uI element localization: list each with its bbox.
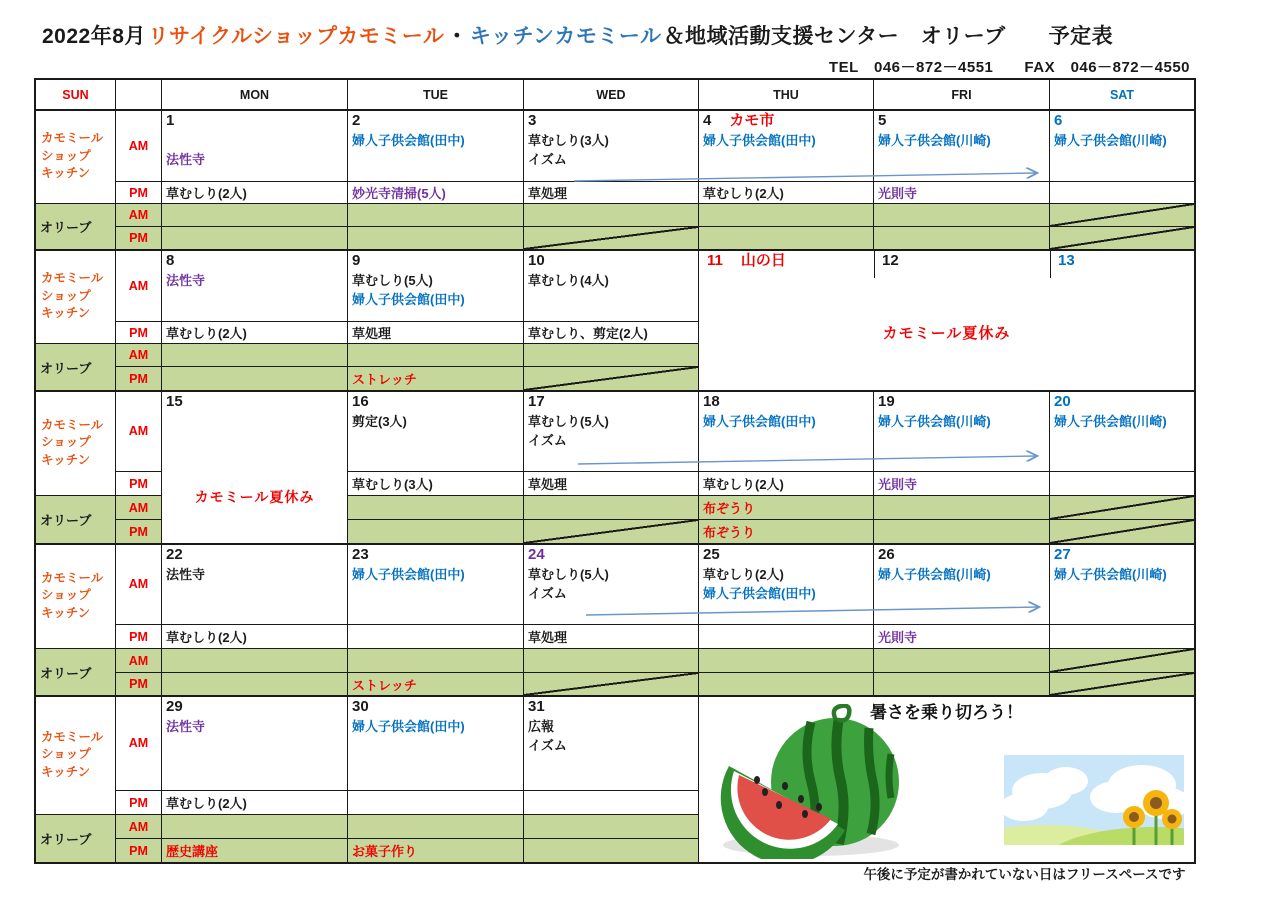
- olive-cell-am: 布ぞうり: [699, 496, 874, 520]
- summer-break-note: カモミール夏休み: [882, 325, 1011, 342]
- schedule-entry: 法性寺: [166, 152, 206, 167]
- day-number: 2: [352, 112, 361, 129]
- day-number: 22: [166, 546, 183, 563]
- day-number-row: [162, 544, 347, 565]
- day-number: 31: [528, 698, 545, 715]
- group-label-line: キッチン: [41, 764, 91, 779]
- day-number: 8: [166, 252, 175, 269]
- title-month: 2022年8月: [42, 25, 146, 48]
- day-number-row: [524, 544, 698, 565]
- day-cell-pm: 草むしり(2人): [162, 791, 348, 815]
- day-number: 9: [352, 252, 361, 269]
- schedule-entry: 剪定(3人): [352, 414, 407, 429]
- schedule-entry: 法性寺: [166, 273, 206, 288]
- olive-cell-am: [348, 649, 524, 673]
- week-separator-line: [36, 109, 1194, 111]
- day-header-wed: WED: [524, 80, 699, 110]
- day-number: 20: [1054, 393, 1071, 410]
- group-label-line: キッチン: [41, 452, 91, 467]
- am-label: AM: [116, 544, 162, 625]
- day-number: 3: [528, 112, 537, 129]
- olive-cell-am: [524, 344, 699, 367]
- olive-cell-pm: [524, 520, 699, 544]
- day-number: 26: [878, 546, 895, 563]
- day-number-row: [1050, 544, 1194, 565]
- olive-cell-pm: [524, 839, 699, 862]
- day-number: 12: [882, 252, 899, 269]
- schedule-entry: イズム: [528, 152, 567, 167]
- day-number-row: [524, 391, 698, 412]
- week-separator-line: [36, 543, 1194, 545]
- group-label-line: ショップ: [41, 747, 91, 762]
- day-cell-am: [524, 391, 699, 472]
- olive-cell-am: [524, 204, 699, 227]
- day-number-row: [348, 544, 523, 565]
- day-number: 15: [166, 393, 183, 410]
- day-cell-pm: 草むしり(2人): [162, 322, 348, 344]
- day-header-blank: [116, 80, 162, 110]
- schedule-entry: 婦人子供会館(田中): [352, 719, 465, 734]
- day-badge: カモ市: [729, 112, 775, 129]
- day-number-row: [703, 250, 786, 271]
- group-label-kamomiru: [36, 696, 116, 815]
- olive-cell-am: [699, 649, 874, 673]
- day-cell-am: [874, 110, 1050, 182]
- schedule-entry: 婦人子供会館(田中): [703, 133, 816, 148]
- day-cell-am: [162, 250, 348, 322]
- group-label-line: ショップ: [41, 148, 91, 163]
- group-label-line: ショップ: [41, 435, 91, 450]
- week-separator-line: [36, 390, 1194, 392]
- schedule-entry: 草むしり(2人): [703, 567, 784, 582]
- group-label-olive: オリーブ: [36, 344, 116, 391]
- schedule-entry: 法性寺: [166, 567, 206, 582]
- group-label-olive: オリーブ: [36, 496, 116, 544]
- olive-cell-am: [1050, 649, 1194, 673]
- schedule-entry: 婦人子供会館(川崎): [878, 133, 991, 148]
- schedule-entry: 婦人子供会館(田中): [703, 586, 816, 601]
- olive-cell-am: [162, 204, 348, 227]
- day-number-row: [1050, 110, 1194, 131]
- day-cell-am: [1050, 110, 1194, 182]
- day-cell-am: [348, 391, 524, 472]
- day-cell-am: [348, 696, 524, 791]
- merged-summer-break-cell: [162, 391, 348, 544]
- day-badge: 山の日: [740, 252, 786, 269]
- olive-pm-label: PM: [116, 673, 162, 696]
- olive-cell-pm: [162, 367, 348, 391]
- day-cell-pm: 草処理: [524, 625, 699, 649]
- schedule-entry: 婦人子供会館(田中): [352, 292, 465, 307]
- day-cell-am: [699, 391, 874, 472]
- day-cell-am: [524, 696, 699, 791]
- watermelon-illustration: [713, 704, 908, 859]
- day-number: 25: [703, 546, 720, 563]
- olive-am-label: AM: [116, 649, 162, 673]
- day-number-row: [524, 250, 698, 271]
- am-label: AM: [116, 110, 162, 182]
- day-number: 13: [1058, 252, 1075, 269]
- schedule-entry: イズム: [528, 738, 567, 753]
- day-number-row: [162, 110, 347, 131]
- day-cell-pm: 光則寺: [874, 182, 1050, 204]
- day-number: 10: [528, 252, 545, 269]
- day-header-mon: MON: [162, 80, 348, 110]
- group-label-olive: オリーブ: [36, 815, 116, 862]
- olive-cell-pm: [1050, 227, 1194, 250]
- day-number-row: [878, 250, 899, 271]
- day-cell-am: [699, 544, 874, 625]
- day-cell-am: [1050, 544, 1194, 625]
- week-separator-line: [36, 249, 1194, 251]
- day-number: 24: [528, 546, 545, 563]
- day-cell-pm: 草むしり(2人): [162, 625, 348, 649]
- olive-cell-pm: [874, 673, 1050, 696]
- olive-cell-am: [874, 649, 1050, 673]
- schedule-entry: イズム: [528, 433, 567, 448]
- olive-cell-am: [162, 344, 348, 367]
- calendar-table: [34, 78, 1196, 864]
- olive-cell-am: [524, 815, 699, 839]
- pm-label: PM: [116, 322, 162, 344]
- schedule-entry: 草むしり(5人): [528, 414, 609, 429]
- day-header-fri: FRI: [874, 80, 1050, 110]
- am-label: AM: [116, 391, 162, 472]
- day-cell-am: [348, 110, 524, 182]
- schedule-entry: 婦人子供会館(川崎): [1054, 414, 1167, 429]
- day-number-row: [524, 696, 698, 717]
- beat-the-heat-heading: 暑さを乗り切ろう！: [870, 703, 1023, 722]
- day-number-row: [348, 696, 523, 717]
- day-cell-am: [874, 391, 1050, 472]
- am-label: AM: [116, 250, 162, 322]
- olive-cell-pm: [162, 673, 348, 696]
- day-cell-am: [524, 110, 699, 182]
- group-label-line: ショップ: [41, 588, 91, 603]
- olive-cell-am: [874, 204, 1050, 227]
- schedule-entry: 婦人子供会館(田中): [703, 414, 816, 429]
- schedule-entry: 草むしり(5人): [528, 567, 609, 582]
- day-cell-pm: [1050, 182, 1194, 204]
- day-cell-pm: 草処理: [348, 322, 524, 344]
- footer-note: 午後に予定が書かれていない日はフリースペースです: [863, 867, 1186, 882]
- am-label: AM: [116, 696, 162, 791]
- day-number: 16: [352, 393, 369, 410]
- olive-cell-pm: [1050, 520, 1194, 544]
- schedule-entry: 草むしり(4人): [528, 273, 609, 288]
- olive-cell-am: [162, 649, 348, 673]
- day-cell-pm: 草処理: [524, 472, 699, 496]
- day-number: 19: [878, 393, 895, 410]
- day-cell-am: [524, 250, 699, 322]
- day-cell-pm: 光則寺: [874, 625, 1050, 649]
- olive-cell-pm: [524, 367, 699, 391]
- day-number: 17: [528, 393, 545, 410]
- pm-label: PM: [116, 625, 162, 649]
- day-number-row: [162, 696, 347, 717]
- olive-cell-pm: [348, 227, 524, 250]
- olive-cell-pm: [524, 227, 699, 250]
- schedule-entry: 婦人子供会館(田中): [352, 133, 465, 148]
- day-number: 5: [878, 112, 887, 129]
- schedule-entry: 婦人子供会館(川崎): [878, 567, 991, 582]
- olive-cell-pm: [874, 227, 1050, 250]
- group-label-line: ショップ: [41, 288, 91, 303]
- pm-label: PM: [116, 472, 162, 496]
- olive-pm-label: PM: [116, 839, 162, 862]
- group-label-line: カモミール: [41, 729, 104, 744]
- day-cell-pm: 草処理: [524, 182, 699, 204]
- day-cell-am: [162, 110, 348, 182]
- schedule-entry: 法性寺: [166, 719, 206, 734]
- olive-cell-pm: ストレッチ: [348, 673, 524, 696]
- merged-holiday-cell: [699, 250, 1194, 391]
- day-number-row: [699, 544, 873, 565]
- group-label-line: キッチン: [41, 605, 91, 620]
- group-label-line: カモミール: [41, 131, 104, 146]
- day-divider-stub: [874, 250, 875, 278]
- day-cell-pm: 草むしり(2人): [699, 182, 874, 204]
- merged-illustration-cell: [699, 696, 1194, 862]
- day-cell-pm: [348, 791, 524, 815]
- group-label-kamomiru: [36, 250, 116, 344]
- day-number-row: [699, 110, 873, 131]
- day-number: 23: [352, 546, 369, 563]
- day-cell-am: [162, 696, 348, 791]
- title-rest: ＆地域活動支援センター オリーブ 予定表: [663, 25, 1114, 48]
- day-cell-pm: [1050, 472, 1194, 496]
- group-label-kamomiru: [36, 544, 116, 649]
- day-cell-am: [348, 544, 524, 625]
- olive-cell-pm: [524, 673, 699, 696]
- day-cell-am: [162, 544, 348, 625]
- day-number-row: [1054, 250, 1075, 271]
- olive-am-label: AM: [116, 496, 162, 520]
- olive-cell-am: [348, 496, 524, 520]
- olive-pm-label: PM: [116, 227, 162, 250]
- olive-am-label: AM: [116, 344, 162, 367]
- day-number-row: [1050, 391, 1194, 412]
- day-number: 30: [352, 698, 369, 715]
- group-label-line: カモミール: [41, 417, 104, 432]
- olive-cell-pm: お菓子作り: [348, 839, 524, 862]
- day-number: 1: [166, 112, 175, 129]
- day-number-row: [162, 250, 347, 271]
- day-cell-pm: 光則寺: [874, 472, 1050, 496]
- olive-cell-am: [348, 344, 524, 367]
- olive-cell-pm: [699, 673, 874, 696]
- sunflower-illustration: [1004, 755, 1184, 845]
- title-kitchen-name: キッチンカモミール: [469, 25, 662, 48]
- day-cell-pm: 草むしり、剪定(2人): [524, 322, 699, 344]
- group-label-line: キッチン: [41, 306, 91, 321]
- day-cell-pm: [348, 625, 524, 649]
- olive-cell-pm: [874, 520, 1050, 544]
- day-number: 27: [1054, 546, 1071, 563]
- group-label-olive: オリーブ: [36, 649, 116, 696]
- group-label-kamomiru: [36, 110, 116, 204]
- olive-cell-am: [874, 496, 1050, 520]
- schedule-entry: 広報: [528, 719, 555, 734]
- olive-cell-pm: 歴史講座: [162, 839, 348, 862]
- day-cell-pm: 草むしり(2人): [162, 182, 348, 204]
- group-label-line: カモミール: [41, 570, 104, 585]
- day-number: 29: [166, 698, 183, 715]
- day-divider-stub: [1050, 250, 1051, 278]
- olive-cell-am: [524, 496, 699, 520]
- group-label-line: カモミール: [41, 271, 104, 286]
- day-cell-pm: 草むしり(3人): [348, 472, 524, 496]
- day-header-sun: SUN: [36, 80, 116, 110]
- day-number-row: [348, 391, 523, 412]
- day-number-row: [524, 110, 698, 131]
- day-header-tue: TUE: [348, 80, 524, 110]
- pm-label: PM: [116, 791, 162, 815]
- day-cell-pm: [1050, 625, 1194, 649]
- olive-cell-am: [1050, 204, 1194, 227]
- day-header-sat: SAT: [1050, 80, 1194, 110]
- day-cell-pm: 草むしり(2人): [699, 472, 874, 496]
- day-header-thu: THU: [699, 80, 874, 110]
- olive-cell-pm: 布ぞうり: [699, 520, 874, 544]
- group-label-kamomiru: [36, 391, 116, 496]
- olive-cell-am: [348, 204, 524, 227]
- day-cell-pm: [524, 791, 699, 815]
- schedule-entry: 婦人子供会館(川崎): [878, 414, 991, 429]
- olive-cell-pm: [1050, 673, 1194, 696]
- olive-am-label: AM: [116, 815, 162, 839]
- title-shop-name: リサイクルショップカモミール: [147, 25, 445, 48]
- olive-cell-am: [348, 815, 524, 839]
- olive-cell-pm: [348, 520, 524, 544]
- day-number-row: [699, 391, 873, 412]
- olive-cell-am: [1050, 496, 1194, 520]
- olive-cell-pm: [162, 227, 348, 250]
- schedule-entry: 婦人子供会館(田中): [352, 567, 465, 582]
- title-dot: ・: [446, 25, 468, 48]
- schedule-entry: イズム: [528, 586, 567, 601]
- day-number: 4: [703, 112, 712, 129]
- olive-pm-label: PM: [116, 520, 162, 544]
- day-number-row: [874, 391, 1049, 412]
- day-cell-pm: [699, 625, 874, 649]
- olive-cell-pm: [699, 227, 874, 250]
- day-cell-am: [699, 110, 874, 182]
- olive-cell-am: [524, 649, 699, 673]
- summer-break-note: カモミール夏休み: [194, 489, 315, 505]
- group-label-olive: オリーブ: [36, 204, 116, 250]
- olive-pm-label: PM: [116, 367, 162, 391]
- group-label-line: キッチン: [41, 166, 91, 181]
- olive-am-label: AM: [116, 204, 162, 227]
- day-number-row: [348, 110, 523, 131]
- page-title: [42, 20, 1115, 50]
- olive-cell-pm: ストレッチ: [348, 367, 524, 391]
- day-cell-pm: 妙光寺清掃(5人): [348, 182, 524, 204]
- schedule-entry: 婦人子供会館(川崎): [1054, 133, 1167, 148]
- schedule-entry: 草むしり(5人): [352, 273, 433, 288]
- contact-info: TEL 046－872－4551 FAX 046－872－4550: [828, 59, 1190, 76]
- week-separator-line: [36, 695, 1194, 697]
- olive-cell-am: [162, 815, 348, 839]
- day-number: 18: [703, 393, 720, 410]
- day-number: 11: [707, 252, 723, 269]
- pm-label: PM: [116, 182, 162, 204]
- schedule-entry: 婦人子供会館(川崎): [1054, 567, 1167, 582]
- schedule-entry: 草むしり(3人): [528, 133, 609, 148]
- day-number-row: [348, 250, 523, 271]
- day-number-row: [874, 110, 1049, 131]
- schedule-entry: [162, 131, 347, 150]
- day-number: 6: [1054, 112, 1063, 129]
- day-number-row: [162, 391, 347, 412]
- day-cell-am: [348, 250, 524, 322]
- day-cell-am: [524, 544, 699, 625]
- olive-cell-am: [699, 204, 874, 227]
- day-number-row: [874, 544, 1049, 565]
- day-cell-am: [874, 544, 1050, 625]
- day-cell-am: [1050, 391, 1194, 472]
